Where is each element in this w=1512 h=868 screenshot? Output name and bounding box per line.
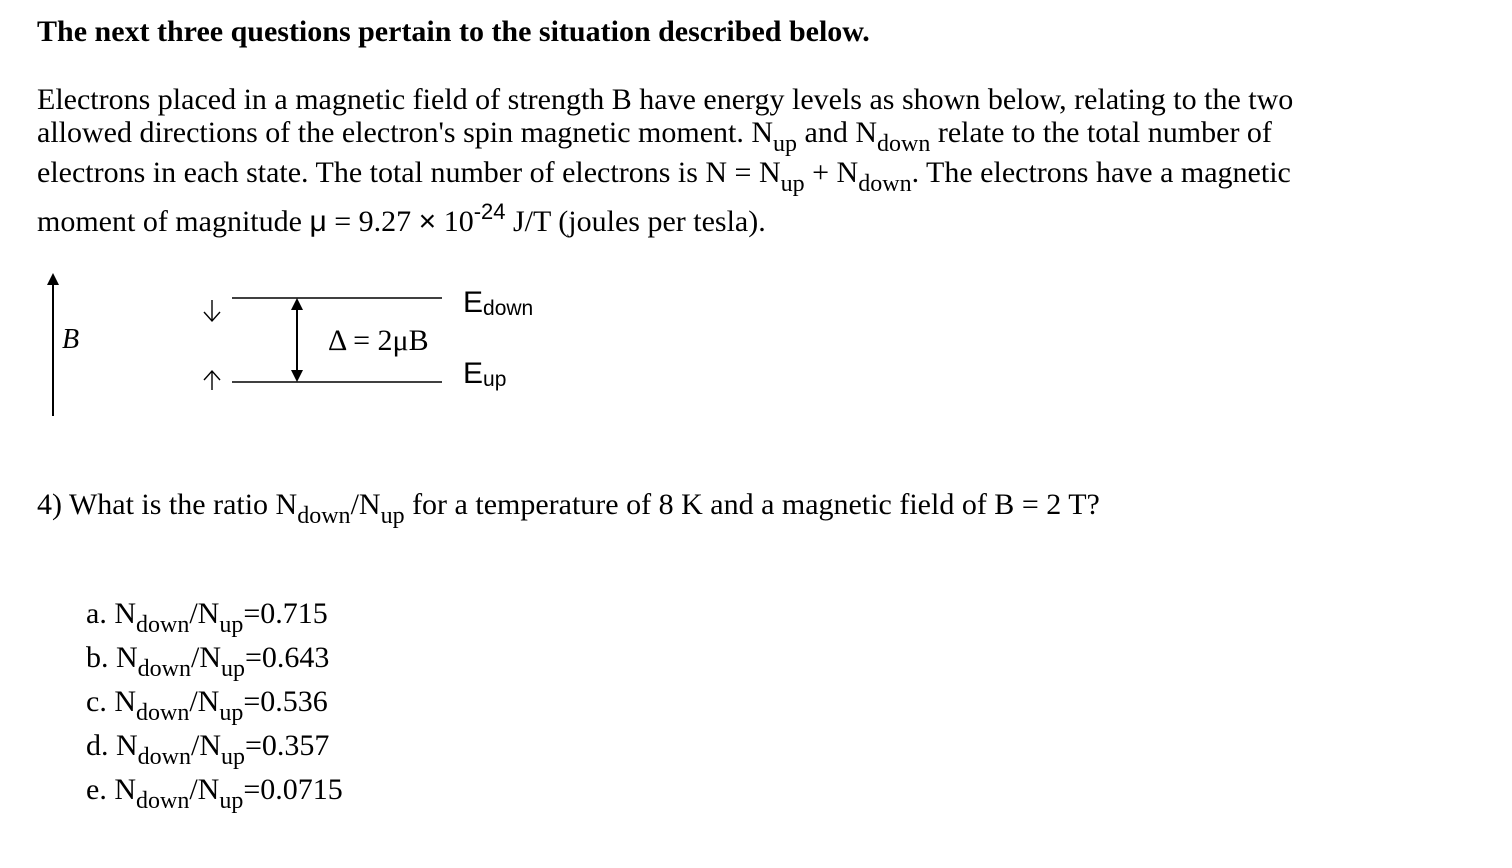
intro-line-1: Electrons placed in a magnetic field of strength B have energy levels as shown below, relating to the two bbox=[37, 83, 1294, 116]
option-e: e. $N_{down}/N_{up}=0.0715$ bbox=[86, 773, 343, 815]
intro-line-2: allowed directions of the electron's spin magnetic moment. $N_{up}$ and $N_{down}$ relate to the total number of bbox=[37, 116, 1272, 158]
spin-up-arrow-icon bbox=[204, 371, 220, 390]
question-text: 4) What is the ratio $N_{down}/N_{up}$ for a temperature of 8 K and a magnetic field of B = 2 T? bbox=[37, 488, 1100, 530]
intro-paragraph bbox=[37, 80, 1477, 242]
gap-label: Δ = 2μB bbox=[328, 324, 429, 357]
gap-arrow-top-head bbox=[291, 298, 303, 310]
answer-options bbox=[86, 592, 343, 815]
energy-level-diagram bbox=[0, 260, 600, 430]
gap-arrow-bottom-head bbox=[291, 370, 303, 382]
intro-line-3: electrons in each state. The total number of electrons is $N = N_{up} + N_{down}$. The electrons have a magnetic bbox=[37, 156, 1291, 198]
option-c: c. $N_{down}/N_{up}=0.536$ bbox=[86, 685, 328, 727]
option-a: a. $N_{down}/N_{up}=0.715$ bbox=[86, 597, 328, 639]
spin-down-arrow-icon bbox=[204, 300, 220, 321]
field-arrow-head bbox=[47, 273, 59, 285]
option-b: b. $N_{down}/N_{up}=0.643$ bbox=[86, 641, 330, 683]
e-down-label: $E_{down}$ bbox=[463, 286, 534, 321]
section-heading: The next three questions pertain to the situation described below. bbox=[37, 15, 870, 48]
intro-line-4: moment of magnitude $\mu = 9.27 \times 10^{-24}$ J/T (joules per tesla). bbox=[37, 198, 766, 238]
option-d: d. $N_{down}/N_{up}=0.357$ bbox=[86, 729, 330, 771]
e-up-label: $E_{up}$ bbox=[463, 357, 507, 392]
field-label: B bbox=[62, 324, 80, 355]
